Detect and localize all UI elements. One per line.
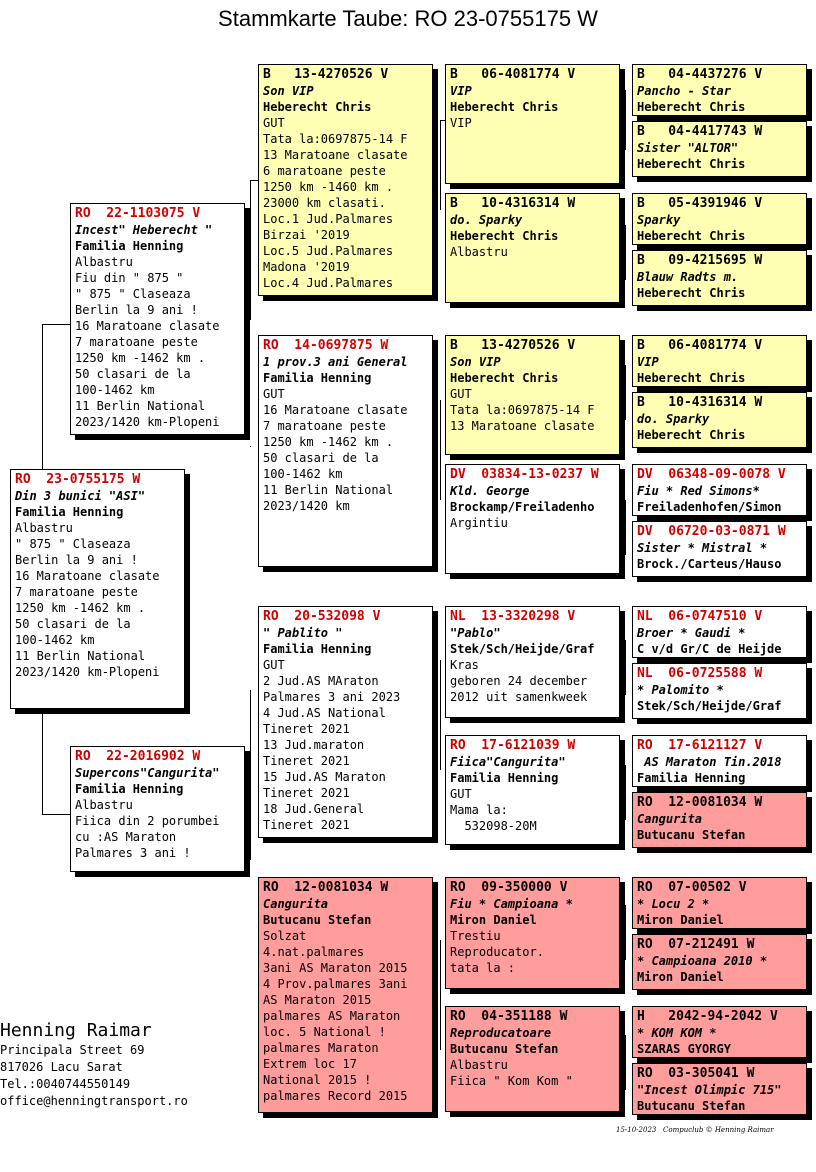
ring-number: B 06-4081774 V [637, 338, 763, 353]
connector [625, 905, 626, 960]
info-line: palmares AS Maraton [263, 1009, 401, 1023]
connector [440, 400, 441, 500]
pigeon-name: do. Sparky [450, 213, 523, 227]
info-line: 100-1462 km [75, 383, 155, 397]
info-line: 6 maratoane peste [263, 164, 386, 178]
pedigree-card-g3-8[interactable] [445, 1006, 620, 1112]
pigeon-name: Pancho - Star [637, 84, 731, 98]
owner-name: Heberecht Chris [450, 371, 559, 385]
owner-name: Miron Daniel [637, 970, 724, 984]
info-line: Tata la:0697875-14 F [450, 403, 595, 417]
owner-name: Butucanu Stefan [450, 1042, 559, 1056]
info-line: 4 Jud.AS National [263, 706, 386, 720]
pedigree-card-g4-10[interactable] [632, 663, 807, 719]
info-line: 16 Maratoane clasate [75, 319, 220, 333]
pigeon-name: Fiu * Campioana * [450, 897, 573, 911]
info-line: Tineret 2021 [263, 818, 350, 832]
pigeon-name: Kld. George [450, 484, 530, 498]
info-line: Albastru [15, 521, 73, 535]
ring-number: RO 03-305041 W [637, 1066, 755, 1081]
pigeon-name: * Campioana 2010 * [637, 954, 768, 968]
connector [625, 225, 626, 280]
owner-name: Heberecht Chris [637, 428, 746, 442]
info-line: 4.nat.palmares [263, 945, 365, 959]
info-line: 2023/1420 km-Plopeni [75, 415, 220, 429]
owner-name: Brockamp/Freiladenho [450, 500, 595, 514]
owner-name: Familia Henning [450, 771, 559, 785]
ring-number: B 10-4316314 W [450, 196, 576, 211]
owner-name: Heberecht Chris [450, 100, 559, 114]
pigeon-name: Sparky [637, 213, 681, 227]
pigeon-name: " Pablito " [263, 626, 343, 640]
footer-credits: 15-10-2023 Compuclub © Henning Raimar [616, 1126, 774, 1134]
info-line: Loc.4 Jud.Palmares [263, 276, 394, 290]
owner-name: Heberecht Chris [450, 229, 559, 243]
pigeon-name: "Incest Olimpic 715" [637, 1083, 782, 1097]
pedigree-card-g4-13[interactable] [632, 877, 807, 929]
pigeon-name: 1 prov.3 ani General [263, 355, 408, 369]
ring-number: RO 23-0755175 W [15, 472, 141, 487]
info-line: palmares Record 2015 [263, 1089, 408, 1103]
ring-number: RO 22-1103075 V [75, 206, 201, 221]
info-line: Tineret 2021 [263, 754, 350, 768]
pedigree-card-dam[interactable] [70, 746, 245, 872]
info-line: Tineret 2021 [263, 786, 350, 800]
page-title: Stammkarte Taube: RO 23-0755175 W [218, 6, 598, 31]
address-email[interactable]: office@henningtransport.ro [0, 1094, 188, 1108]
info-line: National 2015 ! [263, 1073, 372, 1087]
owner-name: Butucanu Stefan [637, 1099, 746, 1113]
pedigree-card-g3-1[interactable] [445, 64, 620, 184]
breeder-name: Henning Raimar [0, 1020, 152, 1041]
pigeon-name: AS Maraton Tin.2018 [637, 755, 782, 769]
connector [250, 180, 251, 320]
pedigree-card-g4-1[interactable] [632, 64, 807, 116]
pigeon-name: Fiu * Red Simons* [637, 484, 760, 498]
pedigree-card-g3-2[interactable] [445, 193, 620, 303]
info-line: 16 Maratoane clasate [15, 569, 160, 583]
info-line: Palmares 3 ani 2023 [263, 690, 401, 704]
breeder-address [0, 1020, 188, 1110]
info-line: Extrem loc 17 [263, 1057, 357, 1071]
info-line: 23000 km clasati. [263, 196, 386, 210]
pedigree-card-g4-15[interactable] [632, 1006, 807, 1058]
connector [440, 660, 441, 770]
info-line: 2 Jud.AS MAraton [263, 674, 379, 688]
ring-number: H 2042-94-2042 V [637, 1009, 778, 1024]
ring-number: RO 17-6121127 V [637, 738, 763, 753]
connector [440, 940, 441, 1050]
pigeon-name: Broer * Gaudi * [637, 626, 746, 640]
pigeon-name: Fiica"Cangurita" [450, 755, 566, 769]
pigeon-name: Son VIP [263, 84, 314, 98]
ring-number: RO 14-0697875 W [263, 338, 389, 353]
owner-name: Familia Henning [263, 371, 372, 385]
pedigree-card-g4-7[interactable] [632, 464, 807, 516]
owner-name: Stek/Sch/Heijde/Graf [637, 699, 782, 713]
connector [42, 708, 43, 814]
ring-number: B 09-4215695 W [637, 253, 763, 268]
ring-number: B 06-4081774 V [450, 67, 576, 82]
pigeon-name: Cangurita [263, 897, 329, 911]
ring-number: RO 22-2016902 W [75, 749, 201, 764]
ring-number: DV 06720-03-0871 W [637, 524, 786, 539]
info-line: 18 Jud.General [263, 802, 365, 816]
ring-number: RO 04-351188 W [450, 1009, 568, 1024]
pedigree-card-g4-11[interactable] [632, 735, 807, 787]
info-line: Albastru [75, 255, 133, 269]
owner-name: Heberecht Chris [637, 371, 746, 385]
pigeon-name: Sister * Mistral * [637, 541, 768, 555]
pigeon-name: Din 3 bunici "ASI" [15, 489, 146, 503]
pedigree-card-g4-6[interactable] [632, 392, 807, 448]
pedigree-card-g4-14[interactable] [632, 934, 807, 990]
pigeon-name: "Pablo" [450, 626, 501, 640]
pigeon-name: * Locu 2 * [637, 897, 710, 911]
info-line: Fiica " Kom Kom " [450, 1074, 573, 1088]
info-line: GUT [450, 387, 472, 401]
connector [250, 690, 251, 860]
info-line: Madona '2019 [263, 260, 350, 274]
pedigree-card-g3-3[interactable] [445, 335, 620, 455]
info-line: 11 Berlin National [15, 649, 146, 663]
info-line: GUT [263, 116, 285, 130]
info-line: " 875 " Claseaza [75, 287, 191, 301]
info-line: Fiica din 2 porumbei [75, 814, 220, 828]
pigeon-name: Reproducatoare [450, 1026, 552, 1040]
owner-name: Familia Henning [15, 505, 124, 519]
connector [625, 765, 626, 820]
info-line: 13 Maratoane clasate [263, 148, 408, 162]
pigeon-name: Blauw Radts m. [637, 270, 739, 284]
address-street: Principala Street 69 [0, 1043, 145, 1057]
ring-number: RO 20-532098 V [263, 609, 381, 624]
info-line: AS Maraton 2015 [263, 993, 372, 1007]
pedigree-card-g4-4[interactable] [632, 250, 807, 306]
info-line: Loc.1 Jud.Palmares [263, 212, 394, 226]
info-line: Argintiu [450, 516, 508, 530]
info-line: " 875 " Claseaza [15, 537, 131, 551]
connector [625, 365, 626, 420]
connector [625, 640, 626, 695]
info-line: 532098-20M [450, 819, 537, 833]
ring-number: RO 17-6121039 W [450, 738, 576, 753]
info-line: 100-1462 km [15, 633, 95, 647]
ring-number: B 05-4391946 V [637, 196, 763, 211]
info-line: palmares Maraton [263, 1041, 379, 1055]
info-line: 3ani AS Maraton 2015 [263, 961, 408, 975]
pedigree-card-granddam-2[interactable] [258, 877, 433, 1113]
ring-number: NL 06-0725588 W [637, 666, 763, 681]
info-line: 11 Berlin National [75, 399, 206, 413]
info-line: Mama la: [450, 803, 508, 817]
connector [625, 500, 626, 555]
info-line: 50 clasari de la [15, 617, 131, 631]
ring-number: DV 06348-09-0078 V [637, 467, 786, 482]
info-line: 2023/1420 km [263, 499, 350, 513]
info-line: Albastru [75, 798, 133, 812]
info-line: 7 maratoane peste [263, 419, 386, 433]
owner-name: Familia Henning [75, 239, 184, 253]
pedigree-card-g4-16[interactable] [632, 1063, 807, 1115]
info-line: 13 Maratoane clasate [450, 419, 595, 433]
info-line: GUT [450, 787, 472, 801]
pedigree-card-g4-3[interactable] [632, 193, 807, 245]
pigeon-name: Incest" Heberecht " [75, 223, 213, 237]
address-phone: Tel.:0040744550149 [0, 1077, 131, 1091]
connector [250, 180, 258, 181]
pedigree-card-granddam-1[interactable] [258, 335, 433, 567]
info-line: tata la : [450, 961, 516, 975]
ring-number: NL 13-3320298 V [450, 609, 576, 624]
info-line: Trestiu [450, 929, 501, 943]
info-line: Tata la:0697875-14 F [263, 132, 408, 146]
pedigree-card-g3-5[interactable] [445, 606, 620, 718]
owner-name: Heberecht Chris [637, 229, 746, 243]
pedigree-card-g4-2[interactable] [632, 121, 807, 177]
info-line: 4 Prov.palmares 3ani [263, 977, 408, 991]
info-line: 50 clasari de la [263, 451, 379, 465]
info-line: 100-1462 km [263, 467, 343, 481]
info-line: Albastru [450, 1058, 508, 1072]
owner-name: Heberecht Chris [637, 157, 746, 171]
ring-number: RO 07-212491 W [637, 937, 755, 952]
owner-name: Butucanu Stefan [637, 828, 746, 842]
owner-name: Butucanu Stefan [263, 913, 372, 927]
pigeon-name: Supercons"Cangurita" [75, 766, 220, 780]
info-line: 7 maratoane peste [75, 335, 198, 349]
pedigree-card-g3-6[interactable] [445, 735, 620, 845]
pigeon-name: * Palomito * [637, 683, 724, 697]
info-line: 50 clasari de la [75, 367, 191, 381]
pedigree-card-subject[interactable] [10, 469, 185, 709]
info-line: 7 maratoane peste [15, 585, 138, 599]
info-line: cu :AS Maraton [75, 830, 177, 844]
pedigree-card-g4-12[interactable] [632, 792, 807, 848]
info-line: 15 Jud.AS Maraton [263, 770, 386, 784]
pedigree-card-grandsire-1[interactable] [258, 64, 433, 296]
pigeon-name: do. Sparky [637, 412, 710, 426]
owner-name: Familia Henning [75, 782, 184, 796]
pedigree-card-grandsire-2[interactable] [258, 606, 433, 838]
info-line: 2012 uit samenkweek [450, 690, 588, 704]
info-line: Tineret 2021 [263, 722, 350, 736]
ring-number: RO 07-00502 V [637, 880, 747, 895]
info-line: Kras [450, 658, 479, 672]
info-line: Reproducator. [450, 945, 544, 959]
info-line: Fiu din " 875 " [75, 271, 184, 285]
pedigree-card-g4-9[interactable] [632, 606, 807, 658]
info-line: GUT [263, 658, 285, 672]
address-city: 817026 Lacu Sarat [0, 1060, 123, 1074]
connector [42, 814, 70, 815]
pigeon-name: VIP [450, 84, 472, 98]
ring-number: B 13-4270526 V [450, 338, 576, 353]
owner-name: Miron Daniel [637, 913, 724, 927]
connector [625, 1035, 626, 1090]
owner-name: Stek/Sch/Heijde/Graf [450, 642, 595, 656]
ring-number: DV 03834-13-0237 W [450, 467, 599, 482]
ring-number: NL 06-0747510 V [637, 609, 763, 624]
owner-name: Miron Daniel [450, 913, 537, 927]
owner-name: Heberecht Chris [637, 100, 746, 114]
owner-name: Freiladenhofen/Simon [637, 500, 782, 514]
info-line: Loc.5 Jud.Palmares [263, 244, 394, 258]
info-line: 11 Berlin National [263, 483, 394, 497]
pedigree-card-g4-8[interactable] [632, 521, 807, 577]
info-line: 2023/1420 km-Plopeni [15, 665, 160, 679]
ring-number: RO 12-0081034 W [637, 795, 763, 810]
info-line: 16 Maratoane clasate [263, 403, 408, 417]
info-line: 1250 km -1462 km . [75, 351, 206, 365]
info-line: 13 Jud.maraton [263, 738, 365, 752]
owner-name: Heberecht Chris [263, 100, 372, 114]
info-line: Berlin la 9 ani ! [15, 553, 138, 567]
info-line: loc. 5 National ! [263, 1025, 386, 1039]
pedigree-card-g4-5[interactable] [632, 335, 807, 387]
connector [42, 324, 70, 325]
owner-name: Brock./Carteus/Hauso [637, 557, 782, 571]
info-line: Palmares 3 ani ! [75, 846, 191, 860]
connector [440, 120, 441, 210]
info-line: Solzat [263, 929, 307, 943]
owner-name: Heberecht Chris [637, 286, 746, 300]
info-line: VIP [450, 116, 472, 130]
info-line: 1250 km -1462 km . [263, 435, 394, 449]
pedigree-card-sire[interactable] [70, 203, 245, 435]
ring-number: B 04-4417743 W [637, 124, 763, 139]
connector [625, 90, 626, 150]
ring-number: B 04-4437276 V [637, 67, 763, 82]
owner-name: C v/d Gr/C de Heijde [637, 642, 782, 656]
connector [250, 446, 251, 447]
pigeon-name: Son VIP [450, 355, 501, 369]
info-line: GUT [263, 387, 285, 401]
info-line: 1250 km -1460 km . [263, 180, 394, 194]
pigeon-name: * KOM KOM * [637, 1026, 717, 1040]
info-line: Berlin la 9 ani ! [75, 303, 198, 317]
ring-number: RO 12-0081034 W [263, 880, 389, 895]
owner-name: Familia Henning [263, 642, 372, 656]
info-line: Albastru [450, 245, 508, 259]
connector [42, 324, 43, 470]
ring-number: B 10-4316314 W [637, 395, 763, 410]
info-line: geboren 24 december [450, 674, 588, 688]
owner-name: Familia Henning [637, 771, 746, 785]
pigeon-name: Cangurita [637, 812, 703, 826]
ring-number: B 13-4270526 V [263, 67, 389, 82]
info-line: 1250 km -1462 km . [15, 601, 146, 615]
pigeon-name: Sister "ALTOR" [637, 141, 739, 155]
pedigree-card-g3-7[interactable] [445, 877, 620, 989]
owner-name: SZARAS GYORGY [637, 1042, 731, 1056]
info-line: Birzai '2019 [263, 228, 350, 242]
ring-number: RO 09-350000 V [450, 880, 568, 895]
pedigree-card-g3-4[interactable] [445, 464, 620, 574]
pigeon-name: VIP [637, 355, 659, 369]
